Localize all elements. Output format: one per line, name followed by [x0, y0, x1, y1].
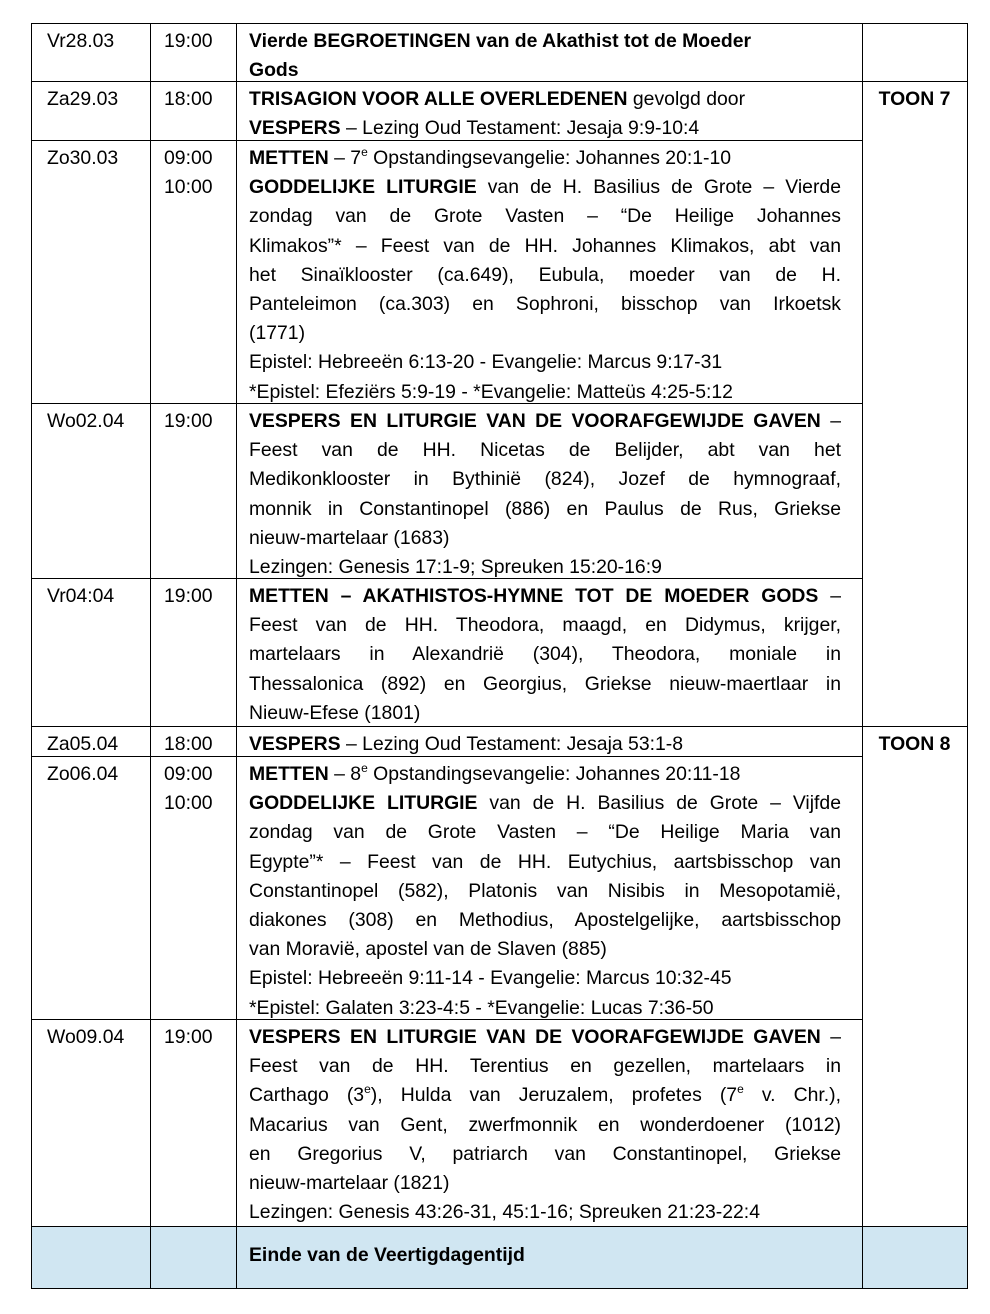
row-time [164, 760, 239, 818]
text-run: e [361, 144, 368, 159]
liturgical-schedule-table [31, 23, 968, 1289]
tone-label: TOON 8 [878, 733, 951, 755]
description-line [249, 1198, 841, 1227]
description-line [249, 495, 841, 524]
description-line [249, 1140, 841, 1169]
row-description [249, 27, 841, 85]
description-line [249, 144, 841, 173]
row-time [164, 144, 239, 202]
text-run: – 8 [328, 763, 362, 785]
text-run: VESPERS [249, 733, 341, 755]
description-line [249, 465, 841, 494]
description-line [249, 261, 841, 290]
text-run: GODDELIJKE LITURGIE [249, 792, 478, 815]
text-run: METTEN [249, 763, 329, 785]
description-line [249, 582, 841, 611]
row-date: Wo09.04 [47, 1026, 125, 1048]
text-run: GODDELIJKE LITURGIE [249, 176, 477, 199]
description-line [249, 760, 841, 789]
row-time: 19:00 [164, 410, 213, 432]
row-date: Zo30.03 [47, 147, 119, 169]
text-run: METTEN [249, 147, 329, 169]
row-description [249, 85, 841, 143]
grid-line [862, 1226, 968, 1227]
row-description [249, 730, 841, 759]
time-line: 09:00 [164, 147, 213, 169]
row-description [249, 582, 841, 728]
description-line [249, 1052, 841, 1081]
text-run: Nieuw-Efese (1801) [249, 701, 421, 724]
text-run: Panteleimon (ca.303) en Sophroni, bisschop van Irkoetsk [249, 292, 841, 315]
text-run: e [737, 1081, 744, 1096]
description-line [249, 114, 841, 143]
grid-line [967, 23, 968, 1289]
time-line: 10:00 [164, 792, 213, 815]
text-run: – Lezing Oud Testament: Jesaja 9:9-10:4 [340, 117, 700, 140]
text-run: van Moravië, apostel van de Slaven (885) [249, 938, 607, 961]
text-run: – [818, 585, 841, 607]
description-line [249, 1023, 841, 1052]
description-line [249, 436, 841, 465]
description-line [249, 848, 841, 877]
description-line [249, 1081, 841, 1110]
description-line [249, 348, 841, 377]
text-run: – [820, 410, 841, 432]
text-run: Feest van de HH. Nicetas de Belijder, abt van het [249, 439, 841, 462]
row-date: Za05.04 [47, 733, 119, 755]
text-run: gevolgd door [627, 88, 746, 110]
text-run: – Lezing Oud Testament: Jesaja 53:1-8 [340, 733, 684, 755]
text-run: Egypte”* – Feest van de HH. Eutychius, aartsbisschop van [249, 850, 841, 873]
text-run: zondag van de Grote Vasten – “De Heilige Maria van [249, 821, 841, 844]
text-run: Constantinopel (582), Platonis van Nisibis in Mesopotamië, [249, 879, 841, 902]
time-line: 10:00 [164, 176, 213, 199]
text-run: Vierde BEGROETINGEN van de Akathist tot de Moeder [249, 30, 752, 52]
description-line [249, 1111, 841, 1140]
description-line [249, 611, 841, 640]
row-time: 18:00 [164, 88, 213, 110]
description-line [249, 524, 841, 553]
description-line [249, 553, 841, 582]
description-line [249, 1169, 841, 1198]
text-run: Epistel: Hebreeën 9:11-14 - Evangelie: Marcus 10:32-45 [249, 967, 732, 990]
description-line [249, 27, 841, 56]
description-line [249, 994, 841, 1023]
text-run: ), Hulda van Jeruzalem, profetes (7 [370, 1084, 738, 1107]
text-run: *Epistel: Efeziërs 5:9-19 - *Evangelie: Matteüs 4:25-5:12 [249, 380, 733, 403]
footer-text: Einde van de Veertigdagentijd [249, 1244, 525, 1266]
description-line [249, 378, 841, 407]
text-run: (1771) [249, 322, 306, 345]
row-date: Zo06.04 [47, 763, 119, 785]
row-description [249, 760, 841, 1023]
row-description [249, 407, 841, 582]
text-run: en Gregorius V, patriarch van Constantinopel, Griekse [249, 1142, 841, 1165]
text-run: het Sinaïklooster (ca.649), Eubula, moeder van de H. [249, 263, 841, 286]
text-run: Opstandingsevangelie: Johannes 20:1-10 [367, 147, 732, 169]
text-run: Opstandingsevangelie: Johannes 20:11-18 [367, 763, 741, 785]
row-date: Vr04:04 [47, 585, 115, 607]
text-run: VESPERS EN LITURGIE VAN DE VOORAFGEWIJDE GAVEN [249, 410, 821, 432]
row-time: 18:00 [164, 733, 213, 755]
time-line: 09:00 [164, 763, 213, 785]
grid-line [862, 1288, 968, 1289]
grid-line [862, 81, 968, 82]
grid-line [862, 23, 968, 24]
row-date: Za29.03 [47, 88, 119, 110]
text-run: martelaars in Alexandrië (304), Theodora, moniale in [249, 643, 841, 666]
row-time: 19:00 [164, 30, 213, 52]
text-run: v. Chr.), [743, 1084, 841, 1107]
description-line [249, 935, 841, 964]
row-time: 19:00 [164, 585, 213, 607]
description-line [249, 906, 841, 935]
grid-line [862, 726, 968, 727]
description-line [249, 699, 841, 728]
text-run: METTEN – AKATHISTOS-HYMNE TOT DE MOEDER GODS [249, 585, 819, 607]
grid-line [31, 23, 863, 24]
description-line [249, 730, 841, 759]
text-run: – [820, 1026, 841, 1048]
row-description [249, 144, 841, 407]
grid-line [31, 23, 32, 1289]
text-run: e [364, 1081, 371, 1096]
grid-line [862, 23, 863, 1289]
text-run: TRISAGION VOOR ALLE OVERLEDENEN [249, 88, 628, 110]
description-line [249, 202, 841, 231]
description-line [249, 640, 841, 669]
text-run: Lezingen: Genesis 43:26-31, 45:1-16; Spreuken 21:23-22:4 [249, 1201, 760, 1224]
row-description [249, 1023, 841, 1227]
description-line [249, 789, 841, 818]
description-line [249, 964, 841, 993]
text-run: Carthago (3 [249, 1084, 365, 1107]
description-line [249, 56, 841, 85]
text-run: VESPERS [249, 117, 341, 140]
description-line [249, 818, 841, 847]
description-line [249, 670, 841, 699]
grid-line [236, 23, 237, 1289]
text-run: nieuw-martelaar (1683) [249, 526, 450, 549]
text-run: Gods [249, 59, 299, 82]
text-run: *Epistel: Galaten 3:23-4:5 - *Evangelie: Lucas 7:36-50 [249, 996, 714, 1019]
text-run: – 7 [328, 147, 362, 169]
text-run: Feest van de HH. Terentius en gezellen, martelaars in [249, 1055, 841, 1078]
description-line [249, 290, 841, 319]
text-run: e [361, 760, 368, 775]
text-run: van de H. Basilius de Grote – Vierde [476, 176, 841, 199]
grid-line [31, 1288, 863, 1289]
text-run: Thessalonica (892) en Georgius, Griekse nieuw-maertlaar in [249, 672, 841, 695]
description-line [249, 319, 841, 348]
text-run: Medikonklooster in Bythinië (824), Jozef de hymnograaf, [249, 468, 841, 491]
text-run: van de H. Basilius de Grote – Vijfde [477, 792, 841, 815]
text-run: Klimakos”* – Feest van de HH. Johannes Klimakos, abt van [249, 234, 841, 257]
text-run: VESPERS EN LITURGIE VAN DE VOORAFGEWIJDE GAVEN [249, 1026, 821, 1048]
description-line [249, 232, 841, 261]
text-run: monnik in Constantinopel (886) en Paulus de Rus, Griekse [249, 497, 841, 520]
tone-label: TOON 7 [878, 88, 951, 110]
grid-line [150, 23, 151, 1289]
text-run: Macarius van Gent, zwerfmonnik en wonderdoener (1012) [249, 1113, 841, 1136]
text-run: Epistel: Hebreeën 6:13-20 - Evangelie: Marcus 9:17-31 [249, 351, 723, 374]
description-line [249, 877, 841, 906]
description-line [249, 85, 841, 114]
description-line [249, 173, 841, 202]
row-date: Wo02.04 [47, 410, 125, 432]
text-run: zondag van de Grote Vasten – “De Heilige Johannes [249, 205, 841, 228]
text-run: Feest van de HH. Theodora, maagd, en Didymus, krijger, [249, 614, 841, 637]
text-run: diakones (308) en Methodius, Apostelgelijke, aartsbisschop [249, 908, 841, 931]
row-time: 19:00 [164, 1026, 213, 1048]
text-run: nieuw-martelaar (1821) [249, 1171, 450, 1194]
text-run: Lezingen: Genesis 17:1-9; Spreuken 15:20-16:9 [249, 555, 662, 578]
description-line [249, 407, 841, 436]
row-date: Vr28.03 [47, 30, 115, 52]
